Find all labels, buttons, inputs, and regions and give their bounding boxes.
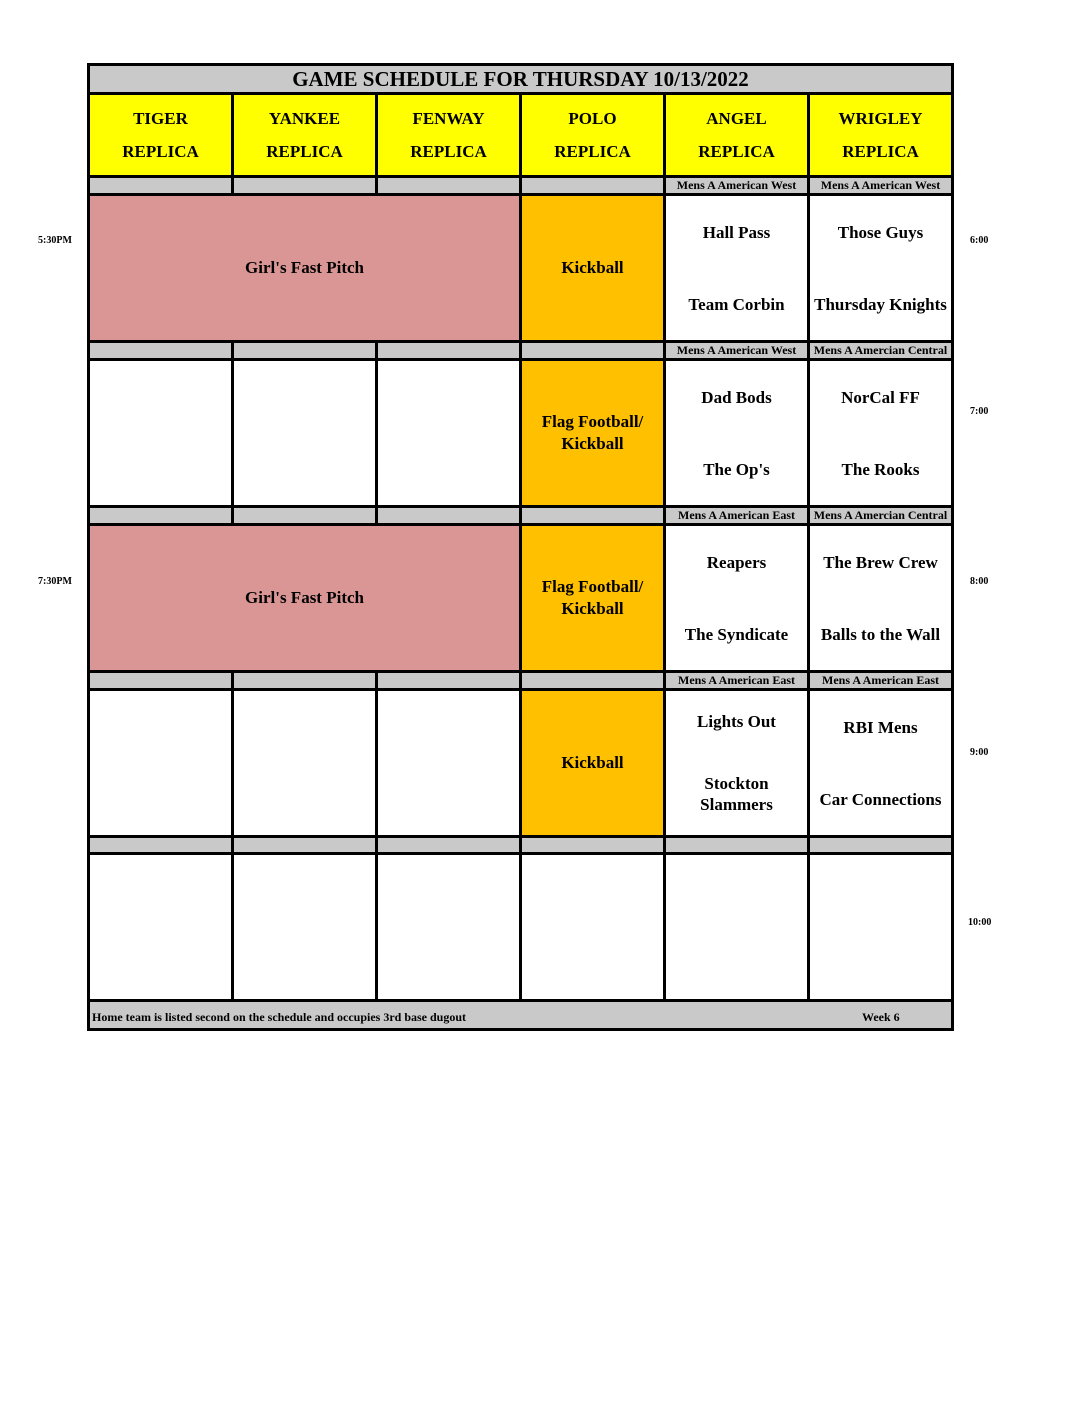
empty-slot <box>233 854 377 1001</box>
empty-slot <box>89 690 233 837</box>
empty-slot <box>809 854 953 1001</box>
divider-cell <box>233 672 377 690</box>
empty-slot <box>665 854 809 1001</box>
empty-slot <box>377 360 521 507</box>
time-label-right: 6:00 <box>970 235 989 246</box>
division-label: Mens A American West <box>665 177 809 195</box>
division-label: Mens A American West <box>809 177 953 195</box>
field-header-fenway: FENWAY REPLICA <box>377 94 521 177</box>
divider-cell <box>665 837 809 854</box>
schedule-footer <box>89 1001 953 1030</box>
girls-fast-pitch-block: Girl's Fast Pitch <box>89 195 521 342</box>
home-team-note: Home team is listed second on the schedule and occupies 3rd base dugout <box>92 1010 467 1024</box>
empty-slot <box>89 854 233 1001</box>
division-label: Mens A American East <box>665 507 809 525</box>
empty-slot <box>89 360 233 507</box>
divider-cell <box>89 507 233 525</box>
divider-cell <box>521 507 665 525</box>
empty-slot <box>233 690 377 837</box>
divider-cell <box>521 342 665 360</box>
field-header-tiger: TIGER REPLICA <box>89 94 233 177</box>
home-team: Thursday Knights <box>814 294 947 314</box>
divider-cell <box>89 672 233 690</box>
divider-cell <box>809 837 953 854</box>
polo-event: Kickball <box>521 690 665 837</box>
away-team: RBI Mens <box>843 717 918 737</box>
away-team: Hall Pass <box>702 222 771 242</box>
divider-cell <box>377 837 521 854</box>
empty-slot <box>233 360 377 507</box>
home-team: Car Connections <box>819 789 942 809</box>
division-label: Mens A Amercian Central <box>809 342 953 360</box>
divider-cell <box>233 837 377 854</box>
away-team: NorCal FF <box>841 387 920 407</box>
time-label-right: 7:00 <box>970 406 989 417</box>
divider-cell <box>89 837 233 854</box>
time-label-left: 7:30PM <box>38 576 72 587</box>
divider-cell <box>377 342 521 360</box>
game-matchup <box>809 195 953 342</box>
game-matchup <box>809 360 953 507</box>
home-team: Stockton Slammers <box>700 773 773 814</box>
game-matchup <box>665 360 809 507</box>
home-team: Team Corbin <box>688 294 785 314</box>
divider-cell <box>377 672 521 690</box>
home-team: Balls to the Wall <box>820 624 941 644</box>
divider-cell <box>233 507 377 525</box>
away-team: Dad Bods <box>701 387 772 407</box>
game-matchup <box>665 690 809 837</box>
away-team: Reapers <box>706 552 767 572</box>
divider-cell <box>521 837 665 854</box>
field-header-polo: POLO REPLICA <box>521 94 665 177</box>
empty-slot <box>521 854 665 1001</box>
divider-cell <box>89 342 233 360</box>
home-team: The Op's <box>703 459 770 479</box>
divider-cell <box>233 342 377 360</box>
time-label-left: 5:30PM <box>38 235 72 246</box>
home-team: The Syndicate <box>684 624 789 644</box>
divider-cell <box>233 177 377 195</box>
game-matchup <box>665 525 809 672</box>
divider-cell <box>89 177 233 195</box>
home-team: The Rooks <box>841 459 920 479</box>
field-header-yankee: YANKEE REPLICA <box>233 94 377 177</box>
division-label: Mens A American East <box>665 672 809 690</box>
division-label: Mens A American West <box>665 342 809 360</box>
game-matchup <box>809 690 953 837</box>
divider-cell <box>377 177 521 195</box>
away-team: Lights Out <box>697 712 776 732</box>
game-matchup <box>665 195 809 342</box>
field-header-angel: ANGEL REPLICA <box>665 94 809 177</box>
division-label: Mens A American East <box>809 672 953 690</box>
empty-slot <box>377 690 521 837</box>
time-label-right: 9:00 <box>970 747 989 758</box>
divider-cell <box>521 177 665 195</box>
polo-event: Kickball <box>521 195 665 342</box>
schedule-title: GAME SCHEDULE FOR THURSDAY 10/13/2022 <box>89 65 953 94</box>
division-label: Mens A Amercian Central <box>809 507 953 525</box>
away-team: Those Guys <box>837 222 924 242</box>
empty-slot <box>377 854 521 1001</box>
game-matchup <box>809 525 953 672</box>
schedule-table <box>87 63 954 1031</box>
girls-fast-pitch-block: Girl's Fast Pitch <box>89 525 521 672</box>
away-team: The Brew Crew <box>823 552 938 572</box>
polo-event: Flag Football/ Kickball <box>521 525 665 672</box>
time-label-right: 10:00 <box>968 917 992 928</box>
divider-cell <box>521 672 665 690</box>
divider-cell <box>377 507 521 525</box>
time-label-right: 8:00 <box>970 576 989 587</box>
field-header-wrigley: WRIGLEY REPLICA <box>809 94 953 177</box>
week-label: Week 6 <box>862 1010 900 1024</box>
polo-event: Flag Football/ Kickball <box>521 360 665 507</box>
